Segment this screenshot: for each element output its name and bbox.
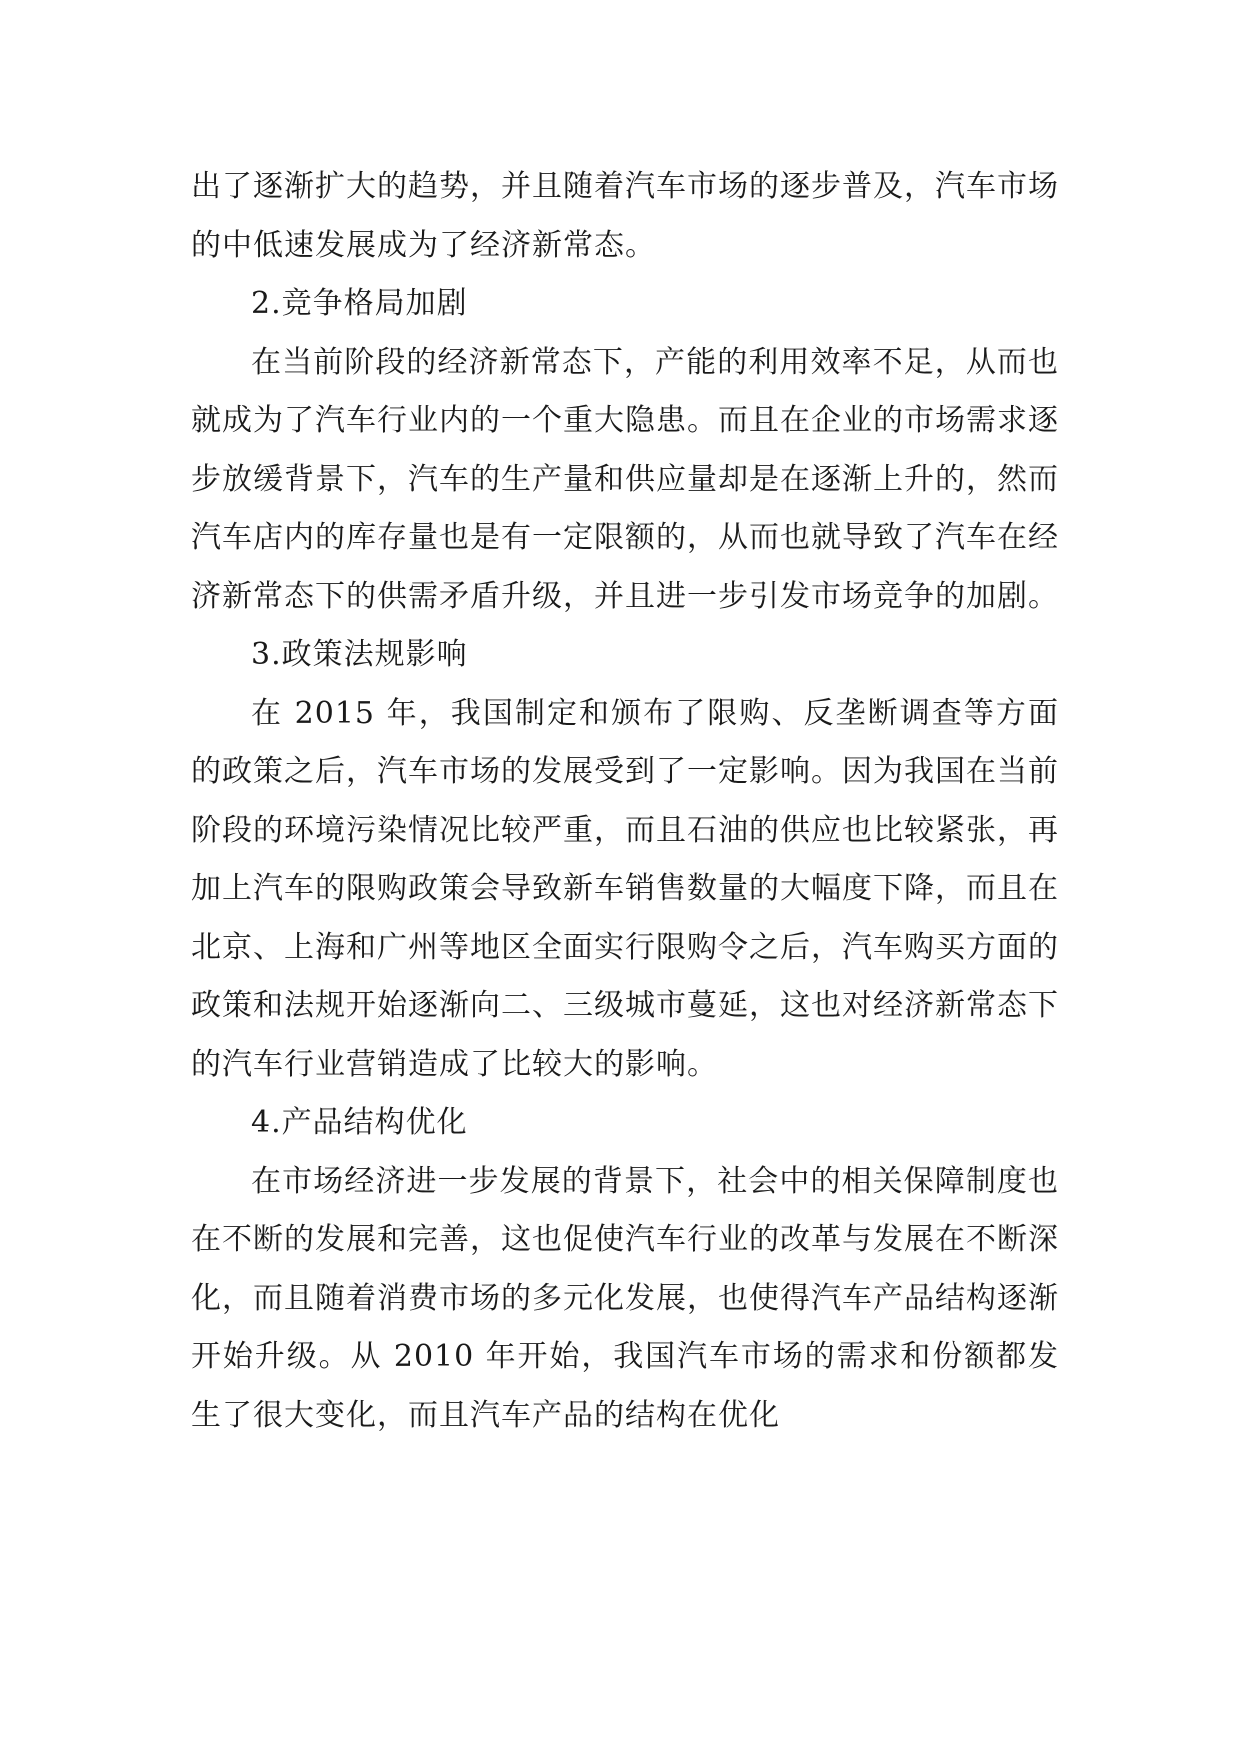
paragraph-policy: 在 2015 年，我国制定和颁布了限购、反垄断调查等方面的政策之后，汽车市场的发展受到了一定影响。因为我国在当前阶段的环境污染情况比较严重，而且石油的供应也比较紧张，再加上汽车的限购政策会导致新车销售数量的大幅度下降，而且在北京、上海和广州等地区全面实行限购令之后，汽车购买方面的政策和法规开始逐渐向二、三级城市蔓延，这也对经济新常态下的汽车行业营销造成了比较大的影响。 bbox=[191, 695, 1059, 1082]
paragraph-continued: 出了逐渐扩大的趋势，并且随着汽车市场的逐步普及，汽车市场的中低速发展成为了经济新常态。 bbox=[191, 169, 1059, 263]
section-heading-2: 2.竞争格局加剧 bbox=[251, 286, 468, 321]
section-heading-4: 4.产品结构优化 bbox=[251, 1105, 468, 1140]
section-heading-3: 3.政策法规影响 bbox=[251, 637, 468, 672]
paragraph-competition: 在当前阶段的经济新常态下，产能的利用效率不足，从而也就成为了汽车行业内的一个重大隐患。而且在企业的市场需求逐步放缓背景下，汽车的生产量和供应量却是在逐渐上升的，然而汽车店内的库存量也是有一定限额的，从而也就导致了汽车在经济新常态下的供需矛盾升级，并且进一步引发市场竞争的加剧。 bbox=[191, 344, 1059, 614]
paragraph-product-structure: 在市场经济进一步发展的背景下，社会中的相关保障制度也在不断的发展和完善，这也促使汽车行业的改革与发展在不断深化，而且随着消费市场的多元化发展，也使得汽车产品结构逐渐开始升级。从 2010 年开始，我国汽车市场的需求和份额都发生了很大变化，而且汽车产品的结构在优化 bbox=[191, 1163, 1059, 1433]
document-body bbox=[191, 158, 1059, 1445]
